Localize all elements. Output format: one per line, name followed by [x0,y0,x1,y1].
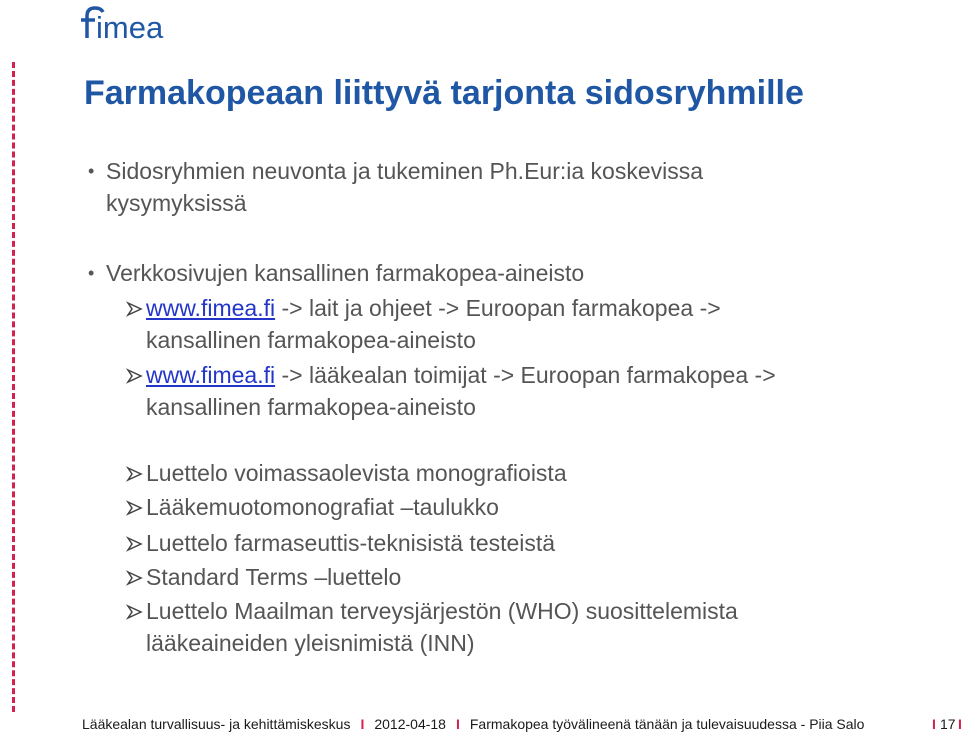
footer-separator: I [360,716,365,732]
sub-item-text: kansallinen farmakopea-aineisto [146,394,476,420]
bullet-dot-icon: • [88,263,95,283]
sub-item [126,292,926,356]
bullet-text: Verkkosivujen kansallinen farmakopea-aineisto [106,260,585,286]
arrow-bullet-icon [126,491,146,523]
arrow-bullet-icon [126,457,146,489]
sub-item [126,457,926,489]
sub-item-text: -> lääkealan toimijat -> Euroopan farmakopea -> [275,362,776,388]
sub-item-text: Standard Terms –luettelo [146,564,402,590]
bullet-item [88,257,908,289]
arrow-bullet-icon [126,527,146,559]
sub-item [126,527,926,559]
footer-separator: I [932,716,936,732]
bullet-text: kysymyksissä [106,190,247,216]
sub-item-text: lääkeaineiden yleisnimistä (INN) [146,630,475,656]
svg-text:imea: imea [96,10,164,45]
sub-item-text: Luettelo voimassaolevista monografioista [146,460,567,486]
fimea-link[interactable]: www.fimea.fi [146,362,276,388]
slide-footer [82,714,960,734]
bullet-text: Sidosryhmien neuvonta ja tukeminen Ph.Eur:ia koskevissa [106,158,704,184]
arrow-bullet-icon [126,595,146,627]
footer-presentation: Farmakopea työvälineenä tänään ja tulevaisuudessa - Piia Salo [469,716,865,732]
sub-item-text: Luettelo farmaseuttis-teknisistä testeistä [146,530,556,556]
arrow-bullet-icon [126,292,146,324]
sub-item-text: Luettelo Maailman terveysjärjestön (WHO) suosittelemista [146,598,738,624]
sub-item-text: kansallinen farmakopea-aineisto [146,327,476,353]
sub-item [126,359,926,423]
arrow-bullet-icon [126,561,146,593]
footer-separator: I [455,716,460,732]
sub-item-text: Lääkemuotomonografiat –taulukko [146,494,499,520]
footer-org: Lääkealan turvallisuus- ja kehittämiskeskus [82,716,351,732]
fimea-link[interactable]: www.fimea.fi [146,295,276,321]
page-number: 17 [940,716,956,732]
slide-title: Farmakopeaan liittyvä tarjonta sidosryhmille [84,74,804,112]
sub-item-text: -> lait ja ohjeet -> Euroopan farmakopea -> [275,295,721,321]
bullet-dot-icon: • [88,161,95,181]
fimea-logo [81,2,191,45]
fimea-logo-icon [81,2,191,45]
arrow-bullet-icon [126,359,146,391]
footer-date: 2012-04-18 [374,716,446,732]
sub-item [126,491,926,523]
sub-item [126,595,926,659]
sub-item [126,561,926,593]
footer-separator: I [958,716,962,732]
left-dashed-rule [12,62,15,712]
bullet-item [88,155,908,219]
